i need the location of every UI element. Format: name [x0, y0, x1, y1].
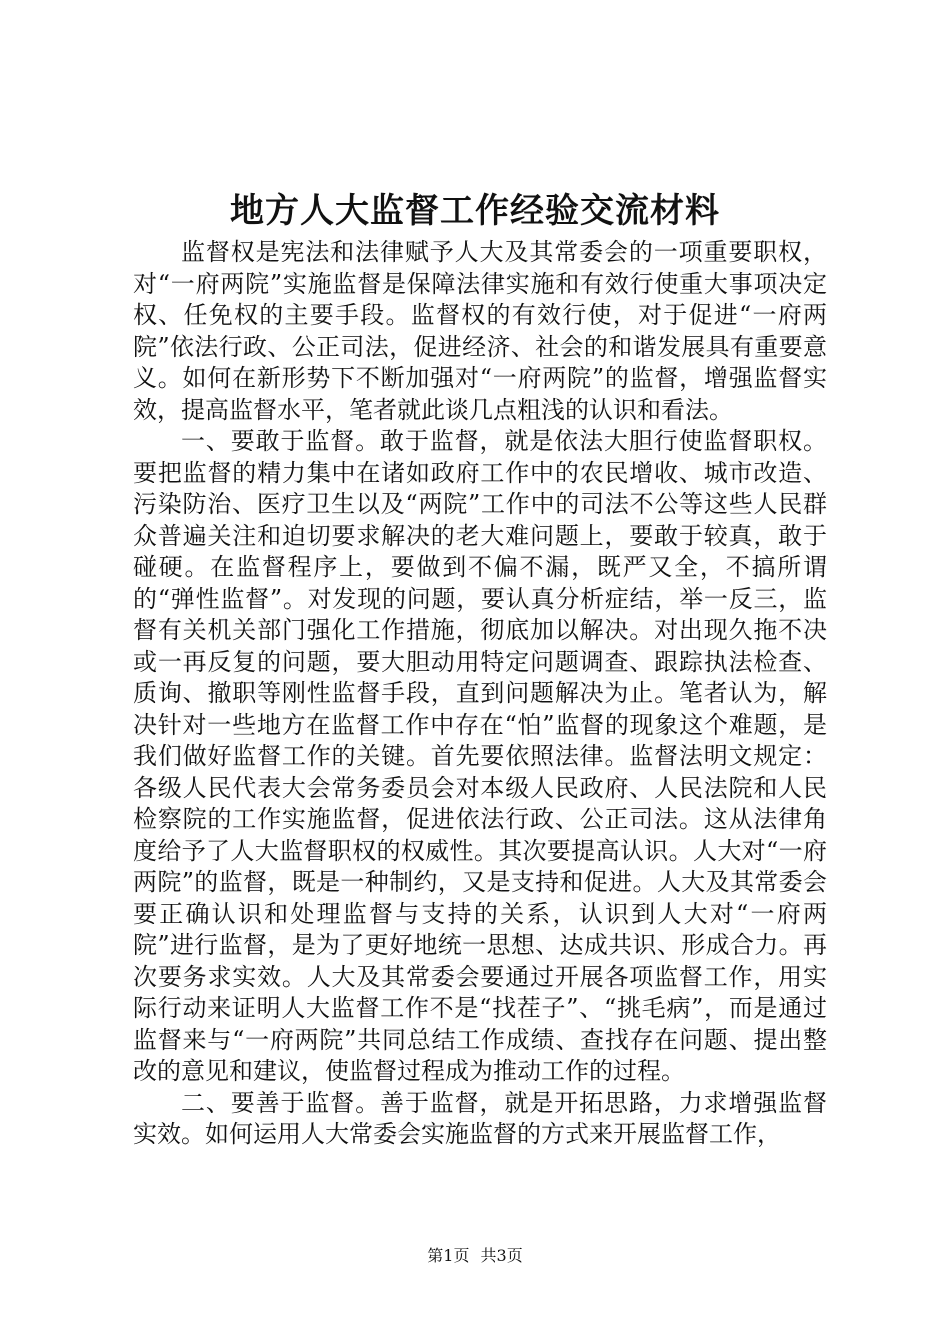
- paragraph-intro: 监督权是宪法和法律赋予人大及其常委会的一项重要职权，对“一府两院”实施监督是保障法律实施和有效行使重大事项决定权、任免权的主要手段。监督权的有效行使，对于促进“一府两院”依法行政、公正司法，促进经济、社会的和谐发展具有重要意义。如何在新形势下不断加强对“一府两院”的监督，增强监督实效，提高监督水平，笔者就此谈几点粗浅的认识和看法。: [133, 238, 827, 424]
- paragraph-section-1: 一、要敢于监督。敢于监督，就是依法大胆行使监督职权。要把监督的精力集中在诸如政府工作中的农民增收、城市改造、污染防治、医疗卫生以及“两院”工作中的司法不公等这些人民群众普遍关注和迫切要求解决的老大难问题上，要敢于较真，敢于碰硬。在监督程序上，要做到不偏不漏，既严又全，不搞所谓的“弹性监督”。对发现的问题，要认真分析症结，举一反三，监督有关机关部门强化工作措施，彻底加以解决。对出现久拖不决或一再反复的问题，要大胆动用特定问题调查、跟踪执法检查、质询、撤职等刚性监督手段，直到问题解决为止。笔者认为，解决针对一些地方在监督工作中存在“怕”监督的现象这个难题，是我们做好监督工作的关键。首先要依照法律。监督法明文规定：各级人民代表大会常务委员会对本级人民政府、人民法院和人民检察院的工作实施监督，促进依法行政、公正司法。这从法律角度给予了人大监督职权的权威性。其次要提高认识。人大对“一府两院”的监督，既是一种制约，又是支持和促进。人大及其常委会要正确认识和处理监督与支持的关系，认识到人大对“一府两院”进行监督，是为了更好地统一思想、达成共识、形成合力。再次要务求实效。人大及其常委会要通过开展各项监督工作，用实际行动来证明人大监督工作不是“找茬子”、“挑毛病”，而是通过监督来与“一府两院”共同总结工作成绩、查找存在问题、提出整改的意见和建议，使监督过程成为推动工作的过程。: [133, 427, 827, 1085]
- page-total: 共3页: [480, 1246, 523, 1265]
- document-body: [133, 237, 827, 1151]
- paragraph-section-2: 二、要善于监督。善于监督，就是开拓思路，力求增强监督实效。如何运用人大常委会实施监督的方式来开展监督工作，: [133, 1088, 827, 1148]
- page-number: 第1页: [427, 1246, 470, 1265]
- page-footer: [0, 1245, 950, 1267]
- document-title: 地方人大监督工作经验交流材料: [230, 191, 720, 231]
